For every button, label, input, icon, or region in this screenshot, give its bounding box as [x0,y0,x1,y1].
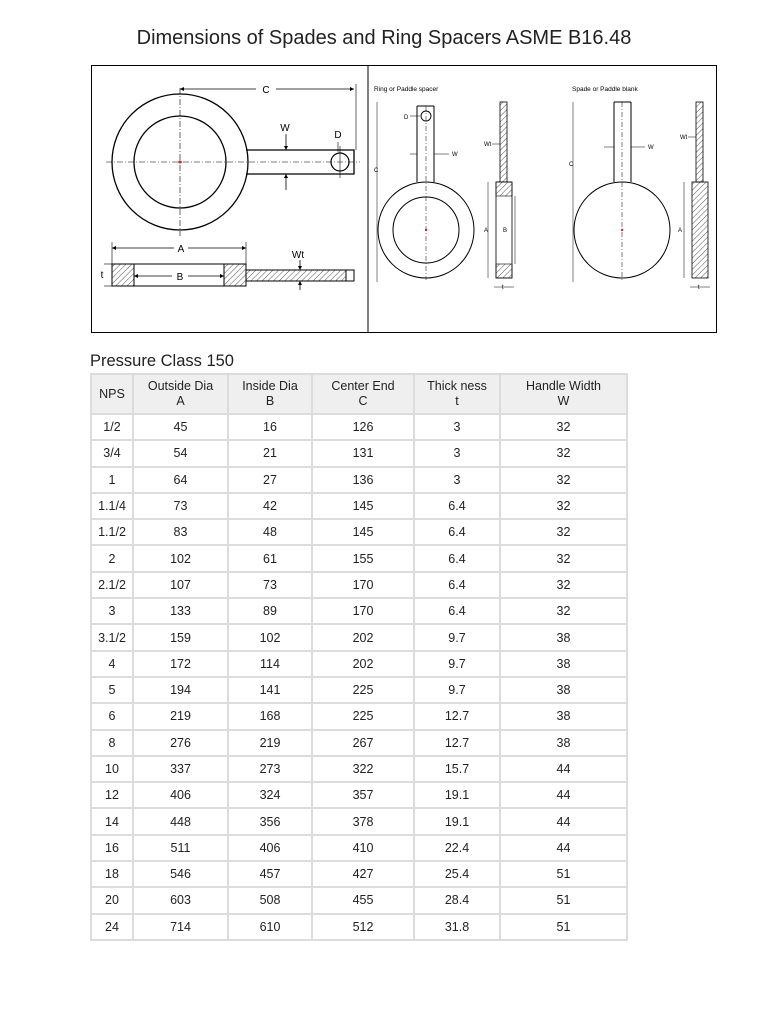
header-thickness: Thick ness t [415,375,499,413]
table-row [92,678,626,702]
cell-center-end: 131 [313,441,413,465]
table-row [92,415,626,439]
cell-inside-dia: 356 [229,809,311,833]
cell-thickness: 12.7 [415,731,499,755]
ring-label-c: C [374,168,379,174]
ring-label-d: D [404,115,409,121]
dimension-drawing [92,66,716,332]
cell-center-end: 267 [313,731,413,755]
cell-thickness: 9.7 [415,678,499,702]
ring-label-wt: Wt [484,142,492,148]
cell-inside-dia: 219 [229,731,311,755]
header-outside-dia: Outside Dia A [134,375,227,413]
table-row [92,625,626,649]
cell-handle-width: 44 [501,809,626,833]
cell-inside-dia: 16 [229,415,311,439]
cell-outside-dia: 194 [134,678,227,702]
table-row [92,599,626,623]
cell-nps: 3 [92,599,132,623]
spade-label-a: A [678,228,683,234]
table-header-row [92,375,626,413]
cell-outside-dia: 159 [134,625,227,649]
table-body [92,415,626,939]
cell-inside-dia: 102 [229,625,311,649]
cell-nps: 1 [92,468,132,492]
table-row [92,494,626,518]
cell-nps: 14 [92,809,132,833]
cell-center-end: 155 [313,546,413,570]
cell-center-end: 136 [313,468,413,492]
cell-outside-dia: 714 [134,915,227,939]
table-row [92,836,626,860]
cell-center-end: 126 [313,415,413,439]
label-b: B [176,272,184,283]
cell-outside-dia: 603 [134,888,227,912]
cell-handle-width: 44 [501,836,626,860]
spade-label-t: t [698,285,700,291]
cell-nps: 2 [92,546,132,570]
table-row [92,783,626,807]
cell-outside-dia: 546 [134,862,227,886]
cell-handle-width: 32 [501,599,626,623]
cell-handle-width: 32 [501,494,626,518]
page-title: Dimensions of Spades and Ring Spacers ASME B16.48 [136,27,632,49]
cell-handle-width: 32 [501,468,626,492]
header-handle-width: Handle Width W [501,375,626,413]
cell-thickness: 6.4 [415,573,499,597]
cell-handle-width: 32 [501,573,626,597]
cell-nps: 2.1/2 [92,573,132,597]
table-row [92,546,626,570]
cell-outside-dia: 276 [134,731,227,755]
cell-nps: 4 [92,652,132,676]
table-row [92,704,626,728]
cell-center-end: 512 [313,915,413,939]
label-w: W [280,123,290,134]
cell-nps: 1.1/4 [92,494,132,518]
cell-handle-width: 38 [501,731,626,755]
cell-inside-dia: 21 [229,441,311,465]
cell-outside-dia: 73 [134,494,227,518]
spade-label-wt: Wt [680,135,688,141]
cell-outside-dia: 448 [134,809,227,833]
ring-label-t: t [502,285,504,291]
cell-thickness: 3 [415,468,499,492]
cell-center-end: 455 [313,888,413,912]
cell-thickness: 6.4 [415,599,499,623]
cell-center-end: 322 [313,757,413,781]
cell-nps: 5 [92,678,132,702]
cell-center-end: 202 [313,652,413,676]
table-row [92,652,626,676]
cell-center-end: 170 [313,599,413,623]
header-center-end: Center End C [313,375,413,413]
ring-spacer-caption: Ring or Paddle spacer [374,86,439,93]
spade-blank-caption: Spade or Paddle blank [572,86,638,93]
cell-inside-dia: 114 [229,652,311,676]
cell-inside-dia: 406 [229,836,311,860]
cell-inside-dia: 610 [229,915,311,939]
cell-outside-dia: 511 [134,836,227,860]
cell-inside-dia: 27 [229,468,311,492]
cell-nps: 8 [92,731,132,755]
cell-outside-dia: 133 [134,599,227,623]
cell-inside-dia: 48 [229,520,311,544]
cell-handle-width: 38 [501,704,626,728]
dimension-figure [91,65,717,333]
cell-inside-dia: 457 [229,862,311,886]
ring-label-w: W [452,152,458,158]
cell-thickness: 12.7 [415,704,499,728]
cell-nps: 16 [92,836,132,860]
cell-outside-dia: 54 [134,441,227,465]
cell-center-end: 357 [313,783,413,807]
table-row [92,888,626,912]
cell-handle-width: 51 [501,888,626,912]
cell-outside-dia: 64 [134,468,227,492]
cell-inside-dia: 273 [229,757,311,781]
cell-nps: 1/2 [92,415,132,439]
cell-handle-width: 51 [501,862,626,886]
cell-thickness: 3 [415,441,499,465]
left-section-view [101,242,354,290]
left-top-view [106,84,360,236]
cell-nps: 3/4 [92,441,132,465]
cell-center-end: 145 [313,520,413,544]
cell-thickness: 19.1 [415,783,499,807]
cell-thickness: 15.7 [415,757,499,781]
spade-label-c: C [569,162,574,168]
cell-thickness: 3 [415,415,499,439]
cell-nps: 10 [92,757,132,781]
table-row [92,862,626,886]
table-row [92,441,626,465]
cell-outside-dia: 406 [134,783,227,807]
cell-thickness: 22.4 [415,836,499,860]
cell-center-end: 145 [313,494,413,518]
cell-center-end: 225 [313,678,413,702]
table-row [92,809,626,833]
cell-center-end: 202 [313,625,413,649]
cell-outside-dia: 102 [134,546,227,570]
cell-center-end: 225 [313,704,413,728]
cell-handle-width: 38 [501,678,626,702]
table-row [92,757,626,781]
cell-handle-width: 32 [501,520,626,544]
cell-center-end: 427 [313,862,413,886]
cell-inside-dia: 508 [229,888,311,912]
cell-thickness: 31.8 [415,915,499,939]
cell-outside-dia: 45 [134,415,227,439]
cell-handle-width: 38 [501,625,626,649]
label-wt: Wt [291,250,305,261]
table-row [92,915,626,939]
cell-nps: 12 [92,783,132,807]
label-a: A [177,244,185,255]
cell-center-end: 170 [313,573,413,597]
cell-outside-dia: 83 [134,520,227,544]
cell-nps: 3.1/2 [92,625,132,649]
cell-handle-width: 51 [501,915,626,939]
cell-nps: 18 [92,862,132,886]
ring-label-b: B [503,228,508,234]
cell-outside-dia: 219 [134,704,227,728]
cell-thickness: 6.4 [415,494,499,518]
table-row [92,468,626,492]
cell-thickness: 6.4 [415,520,499,544]
cell-thickness: 19.1 [415,809,499,833]
cell-inside-dia: 324 [229,783,311,807]
cell-thickness: 9.7 [415,652,499,676]
cell-handle-width: 32 [501,546,626,570]
cell-handle-width: 32 [501,441,626,465]
cell-thickness: 6.4 [415,546,499,570]
cell-handle-width: 44 [501,757,626,781]
header-nps: NPS [92,375,132,413]
cell-handle-width: 32 [501,415,626,439]
cell-thickness: 25.4 [415,862,499,886]
spade-blank-diagram [569,86,710,291]
cell-center-end: 378 [313,809,413,833]
cell-outside-dia: 107 [134,573,227,597]
dimensions-table [90,373,628,941]
spade-label-w: W [648,145,654,151]
cell-inside-dia: 42 [229,494,311,518]
cell-thickness: 28.4 [415,888,499,912]
header-inside-dia: Inside Dia B [229,375,311,413]
cell-outside-dia: 172 [134,652,227,676]
cell-handle-width: 44 [501,783,626,807]
ring-label-a: A [484,228,489,234]
cell-nps: 20 [92,888,132,912]
cell-inside-dia: 89 [229,599,311,623]
table-row [92,520,626,544]
cell-inside-dia: 168 [229,704,311,728]
label-d: D [334,130,342,141]
table-row [92,731,626,755]
ring-spacer-diagram [374,86,515,291]
cell-handle-width: 38 [501,652,626,676]
cell-nps: 1.1/2 [92,520,132,544]
label-c: C [262,85,270,96]
cell-thickness: 9.7 [415,625,499,649]
cell-center-end: 410 [313,836,413,860]
cell-nps: 6 [92,704,132,728]
pressure-class-heading: Pressure Class 150 [90,352,234,370]
cell-inside-dia: 73 [229,573,311,597]
cell-outside-dia: 337 [134,757,227,781]
cell-nps: 24 [92,915,132,939]
cell-inside-dia: 61 [229,546,311,570]
table-row [92,573,626,597]
label-t: t [100,270,104,281]
cell-inside-dia: 141 [229,678,311,702]
